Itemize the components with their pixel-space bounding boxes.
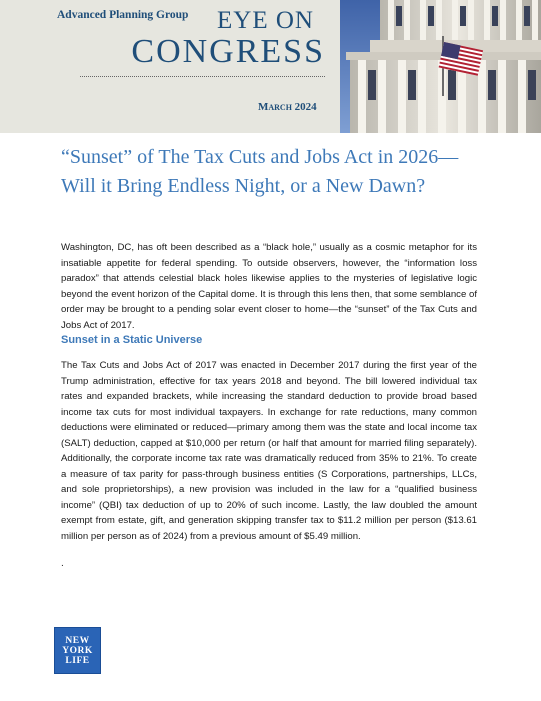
organization-name: Advanced Planning Group [57, 9, 189, 21]
logo-line-2: YORK [62, 646, 93, 656]
newsletter-title-line1: EYE ON [217, 7, 314, 34]
section-heading: Sunset in a Static Universe [61, 334, 203, 346]
article-title: “Sunset” of The Tax Cuts and Jobs Act in 2026—Will it Bring Endless Night, or a New Dawn? [61, 146, 459, 197]
logo-line-1: NEW [65, 636, 90, 646]
section-paragraph: The Tax Cuts and Jobs Act of 2017 was enacted in December 2017 during the first year of the Trump administration, effective for tax years 2018 and beyond. The bill lowered individual tax rates and expanded brackets, while increasing the standard deduction to provide broad based income tax cuts for most individual taxpayers. In exchange for rate reductions, many common deductions were eliminated or reduced—primary among them was the state and local income tax (SALT) deduction, capped at $10,000 per return (or half that amount for married filing separately). Additionally, the corporate income tax rate was dramatically reduced from 35% to 21%. To create a measure of tax parity for pass-through business entities (S Corporations, partnerships, LLCs, and sole proprietorships), a new provision was included in the law for a “qualified business income” (QBI) tax deduction of up to 20% of such income. Lastly, the law doubled the amount exempt from estate, gift, and generation skipping transfer tax to $11.2 million per person ($13.61 million per person as of 2024) from a previous amount of $5.49 million. [61, 360, 477, 542]
issue-date: March 2024 [258, 101, 317, 113]
newsletter-title-line2: CONGRESS [131, 33, 325, 70]
trailing-mark: . [61, 558, 64, 569]
newsletter-header [0, 0, 541, 133]
new-york-life-logo [54, 627, 101, 674]
intro-paragraph: Washington, DC, has oft been described as a “black hole,” usually as a cosmic metaphor for its insatiable appetite for federal spending. To outside observers, however, the “information loss paradox” that attends celestial black holes likewise applies to the mysteries of legislative logic beyond the event horizon of the Capital dome. It is through this lens then, that some semblance of order may be brought to a pending solar event closer to home—the “sunset” of the Tax Cuts and Jobs Act of 2017. [61, 242, 477, 331]
dotted-divider [80, 76, 325, 77]
capitol-photo [340, 0, 541, 133]
logo-line-3: LIFE [65, 656, 90, 666]
